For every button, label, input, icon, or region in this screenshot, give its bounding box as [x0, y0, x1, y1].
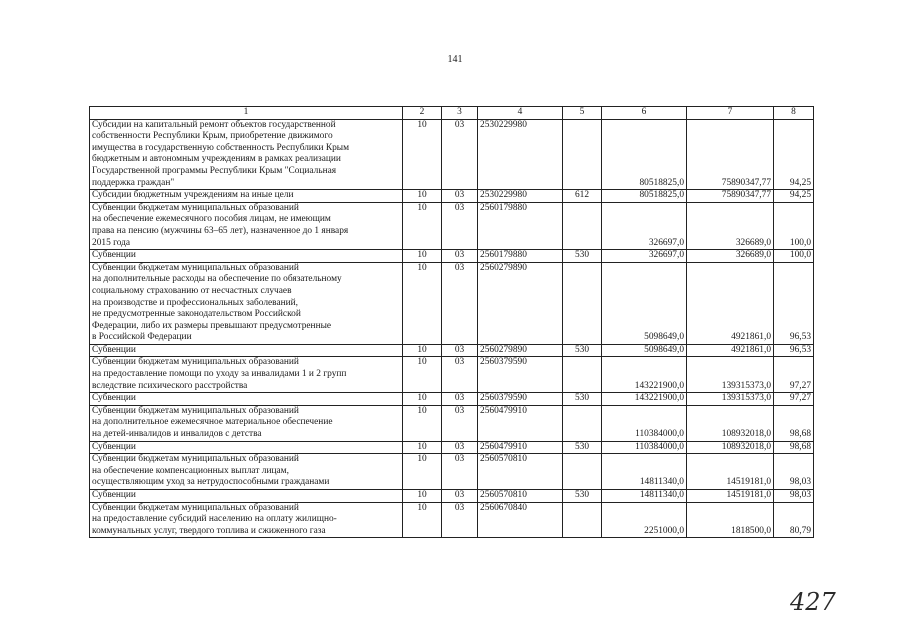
handwritten-number-text: 427 [790, 588, 836, 616]
cell-c8: 98,68 [774, 405, 814, 441]
cell-c2: 10 [403, 202, 442, 249]
cell-c2: 10 [403, 490, 442, 503]
row-description [90, 357, 403, 393]
cell-c4: 2560179880 [478, 250, 563, 263]
description-line: бюджетным и автономным учреждениям в рамках реализации [92, 154, 341, 165]
cell-c2: 10 [403, 344, 442, 357]
cell-c3: 03 [442, 262, 478, 344]
cell-c6: 14811340,0 [602, 454, 687, 490]
table-row [90, 441, 814, 454]
description-line: в Российской Федерации [92, 332, 192, 343]
description-line: Субвенции [92, 490, 136, 500]
description-line: на обеспечение ежемесячного пособия лицам, не имеющим [92, 214, 331, 225]
cell-c5 [563, 262, 602, 344]
cell-c7: 75890347,77 [687, 119, 774, 190]
description-line: вследствие психического расстройства [92, 380, 248, 391]
cell-c6: 110384000,0 [602, 441, 687, 454]
cell-c7: 326689,0 [687, 202, 774, 249]
cell-c8: 96,53 [774, 344, 814, 357]
cell-c4: 2560179880 [478, 202, 563, 249]
cell-c3: 03 [442, 405, 478, 441]
header-cell: 8 [774, 107, 814, 120]
cell-c2: 10 [403, 502, 442, 538]
row-description [90, 262, 403, 344]
cell-c6: 80518825,0 [602, 119, 687, 190]
page-number: 141 [447, 54, 463, 65]
cell-c2: 10 [403, 119, 442, 190]
cell-c3: 03 [442, 454, 478, 490]
cell-c8: 80,79 [774, 502, 814, 538]
table-row [90, 357, 814, 393]
cell-c6: 5098649,0 [602, 344, 687, 357]
cell-c7: 4921861,0 [687, 262, 774, 344]
table-row [90, 490, 814, 503]
description-line: поддержка граждан" [92, 177, 175, 188]
cell-c7: 14519181,0 [687, 490, 774, 503]
row-description [90, 502, 403, 538]
row-description [90, 119, 403, 190]
description-line: социальному страхованию от несчастных случаев [92, 285, 292, 296]
header-cell: 7 [687, 107, 774, 120]
row-description [90, 393, 403, 406]
cell-c3: 03 [442, 393, 478, 406]
description-line: на обеспечение компенсационных выплат лицам, [92, 465, 289, 476]
cell-c2: 10 [403, 393, 442, 406]
cell-c4: 2560479910 [478, 441, 563, 454]
cell-c8: 97,27 [774, 357, 814, 393]
cell-c7: 108932018,0 [687, 441, 774, 454]
table-row [90, 344, 814, 357]
description-line: Федерации, либо их размеры превышают предусмотренные [92, 320, 332, 331]
cell-c5 [563, 405, 602, 441]
cell-c3: 03 [442, 119, 478, 190]
description-line: собственности Республики Крым, приобретение движимого [92, 131, 333, 142]
cell-c5: 530 [563, 490, 602, 503]
description-line: Субвенции [92, 441, 136, 452]
cell-c4: 2560670840 [478, 502, 563, 538]
cell-c4: 2560379590 [478, 357, 563, 393]
description-line: коммунальных услуг, твердого топлива и сжиженного газа [92, 525, 326, 536]
row-description [90, 250, 403, 263]
table-row [90, 202, 814, 249]
cell-c3: 03 [442, 250, 478, 263]
cell-c8: 94,25 [774, 190, 814, 203]
cell-c4: 2560570810 [478, 490, 563, 503]
cell-c6: 80518825,0 [602, 190, 687, 203]
description-line: на предоставление помощи по уходу за инвалидами 1 и 2 групп [92, 369, 347, 380]
description-line: Государственной программы Республики Крым "Социальная [92, 165, 337, 176]
header-cell: 2 [403, 107, 442, 120]
cell-c5 [563, 357, 602, 393]
cell-c3: 03 [442, 441, 478, 454]
row-description [90, 490, 403, 503]
cell-c8: 96,53 [774, 262, 814, 344]
cell-c4: 2530229980 [478, 190, 563, 203]
cell-c6: 14811340,0 [602, 490, 687, 503]
cell-c8: 98,68 [774, 441, 814, 454]
cell-c2: 10 [403, 250, 442, 263]
table-body [90, 107, 814, 538]
cell-c3: 03 [442, 502, 478, 538]
description-line: Субвенции бюджетам муниципальных образований [92, 502, 299, 513]
row-description [90, 190, 403, 203]
cell-c5: 530 [563, 250, 602, 263]
cell-c6: 143221900,0 [602, 357, 687, 393]
table-header-row [90, 107, 814, 120]
cell-c5 [563, 119, 602, 190]
header-cell: 1 [90, 107, 403, 120]
cell-c3: 03 [442, 344, 478, 357]
cell-c6: 5098649,0 [602, 262, 687, 344]
cell-c4: 2530229980 [478, 119, 563, 190]
cell-c2: 10 [403, 357, 442, 393]
description-line: на дополнительное ежемесячное материальное обеспечение [92, 417, 333, 428]
cell-c4: 2560570810 [478, 454, 563, 490]
description-line: Субвенции бюджетам муниципальных образований [92, 262, 299, 273]
cell-c7: 14519181,0 [687, 454, 774, 490]
row-description [90, 441, 403, 454]
description-line: права на пенсию (мужчины 63–65 лет), назначенное до 1 января [92, 225, 349, 236]
row-description [90, 405, 403, 441]
cell-c2: 10 [403, 190, 442, 203]
table-row [90, 454, 814, 490]
description-line: на производстве и профессиональных заболеваний, [92, 297, 299, 308]
cell-c3: 03 [442, 190, 478, 203]
cell-c3: 03 [442, 202, 478, 249]
table-row [90, 262, 814, 344]
handwritten-page-number [786, 584, 850, 618]
description-line: 2015 года [92, 237, 131, 248]
cell-c8: 97,27 [774, 393, 814, 406]
table-row [90, 502, 814, 538]
cell-c6: 143221900,0 [602, 393, 687, 406]
cell-c2: 10 [403, 262, 442, 344]
header-cell: 6 [602, 107, 687, 120]
table-row [90, 119, 814, 190]
cell-c8: 94,25 [774, 119, 814, 190]
row-description [90, 202, 403, 249]
cell-c8: 100,0 [774, 202, 814, 249]
budget-table [89, 106, 814, 538]
cell-c3: 03 [442, 490, 478, 503]
cell-c8: 98,03 [774, 454, 814, 490]
cell-c7: 1818500,0 [687, 502, 774, 538]
cell-c6: 110384000,0 [602, 405, 687, 441]
description-line: Субвенции [92, 393, 136, 404]
cell-c4: 2560479910 [478, 405, 563, 441]
cell-c4: 2560379590 [478, 393, 563, 406]
cell-c5: 530 [563, 393, 602, 406]
description-line: осуществляющим уход за нетрудоспособными гражданами [92, 477, 330, 488]
description-line: на предоставление субсидий населению на оплату жилищно- [92, 514, 337, 525]
cell-c5 [563, 454, 602, 490]
cell-c7: 108932018,0 [687, 405, 774, 441]
cell-c2: 10 [403, 441, 442, 454]
cell-c3: 03 [442, 357, 478, 393]
description-line: имущества в государственную собственность Республики Крым [92, 142, 350, 153]
cell-c7: 139315373,0 [687, 393, 774, 406]
row-description [90, 344, 403, 357]
cell-c7: 4921861,0 [687, 344, 774, 357]
description-line: Субвенции [92, 344, 136, 355]
cell-c6: 326697,0 [602, 250, 687, 263]
description-line: Субвенции бюджетам муниципальных образований [92, 405, 299, 416]
description-line: Субвенции бюджетам муниципальных образований [92, 202, 299, 213]
cell-c5 [563, 202, 602, 249]
table-row [90, 190, 814, 203]
cell-c8: 98,03 [774, 490, 814, 503]
table-row [90, 250, 814, 263]
cell-c2: 10 [403, 405, 442, 441]
cell-c8: 100,0 [774, 250, 814, 263]
description-line: не предусмотренные законодательством Российской [92, 309, 301, 320]
header-cell: 5 [563, 107, 602, 120]
cell-c6: 326697,0 [602, 202, 687, 249]
description-line: Субвенции [92, 250, 136, 261]
description-line: на детей-инвалидов и инвалидов с детства [92, 429, 262, 440]
cell-c5 [563, 502, 602, 538]
cell-c6: 2251000,0 [602, 502, 687, 538]
cell-c7: 139315373,0 [687, 357, 774, 393]
header-cell: 4 [478, 107, 563, 120]
cell-c5: 612 [563, 190, 602, 203]
cell-c5: 530 [563, 344, 602, 357]
cell-c4: 2560279890 [478, 262, 563, 344]
row-description [90, 454, 403, 490]
description-line: Субсидии на капитальный ремонт объектов государственной [92, 119, 336, 130]
header-cell: 3 [442, 107, 478, 120]
description-line: Субвенции бюджетам муниципальных образований [92, 454, 299, 465]
table-row [90, 405, 814, 441]
cell-c4: 2560279890 [478, 344, 563, 357]
description-line: Субвенции бюджетам муниципальных образований [92, 357, 299, 368]
cell-c7: 326689,0 [687, 250, 774, 263]
description-line: Субсидии бюджетным учреждениям на иные цели [92, 190, 294, 201]
cell-c7: 75890347,77 [687, 190, 774, 203]
cell-c5: 530 [563, 441, 602, 454]
table-row [90, 393, 814, 406]
description-line: на дополнительные расходы на обеспечение по обязательному [92, 274, 342, 285]
cell-c2: 10 [403, 454, 442, 490]
